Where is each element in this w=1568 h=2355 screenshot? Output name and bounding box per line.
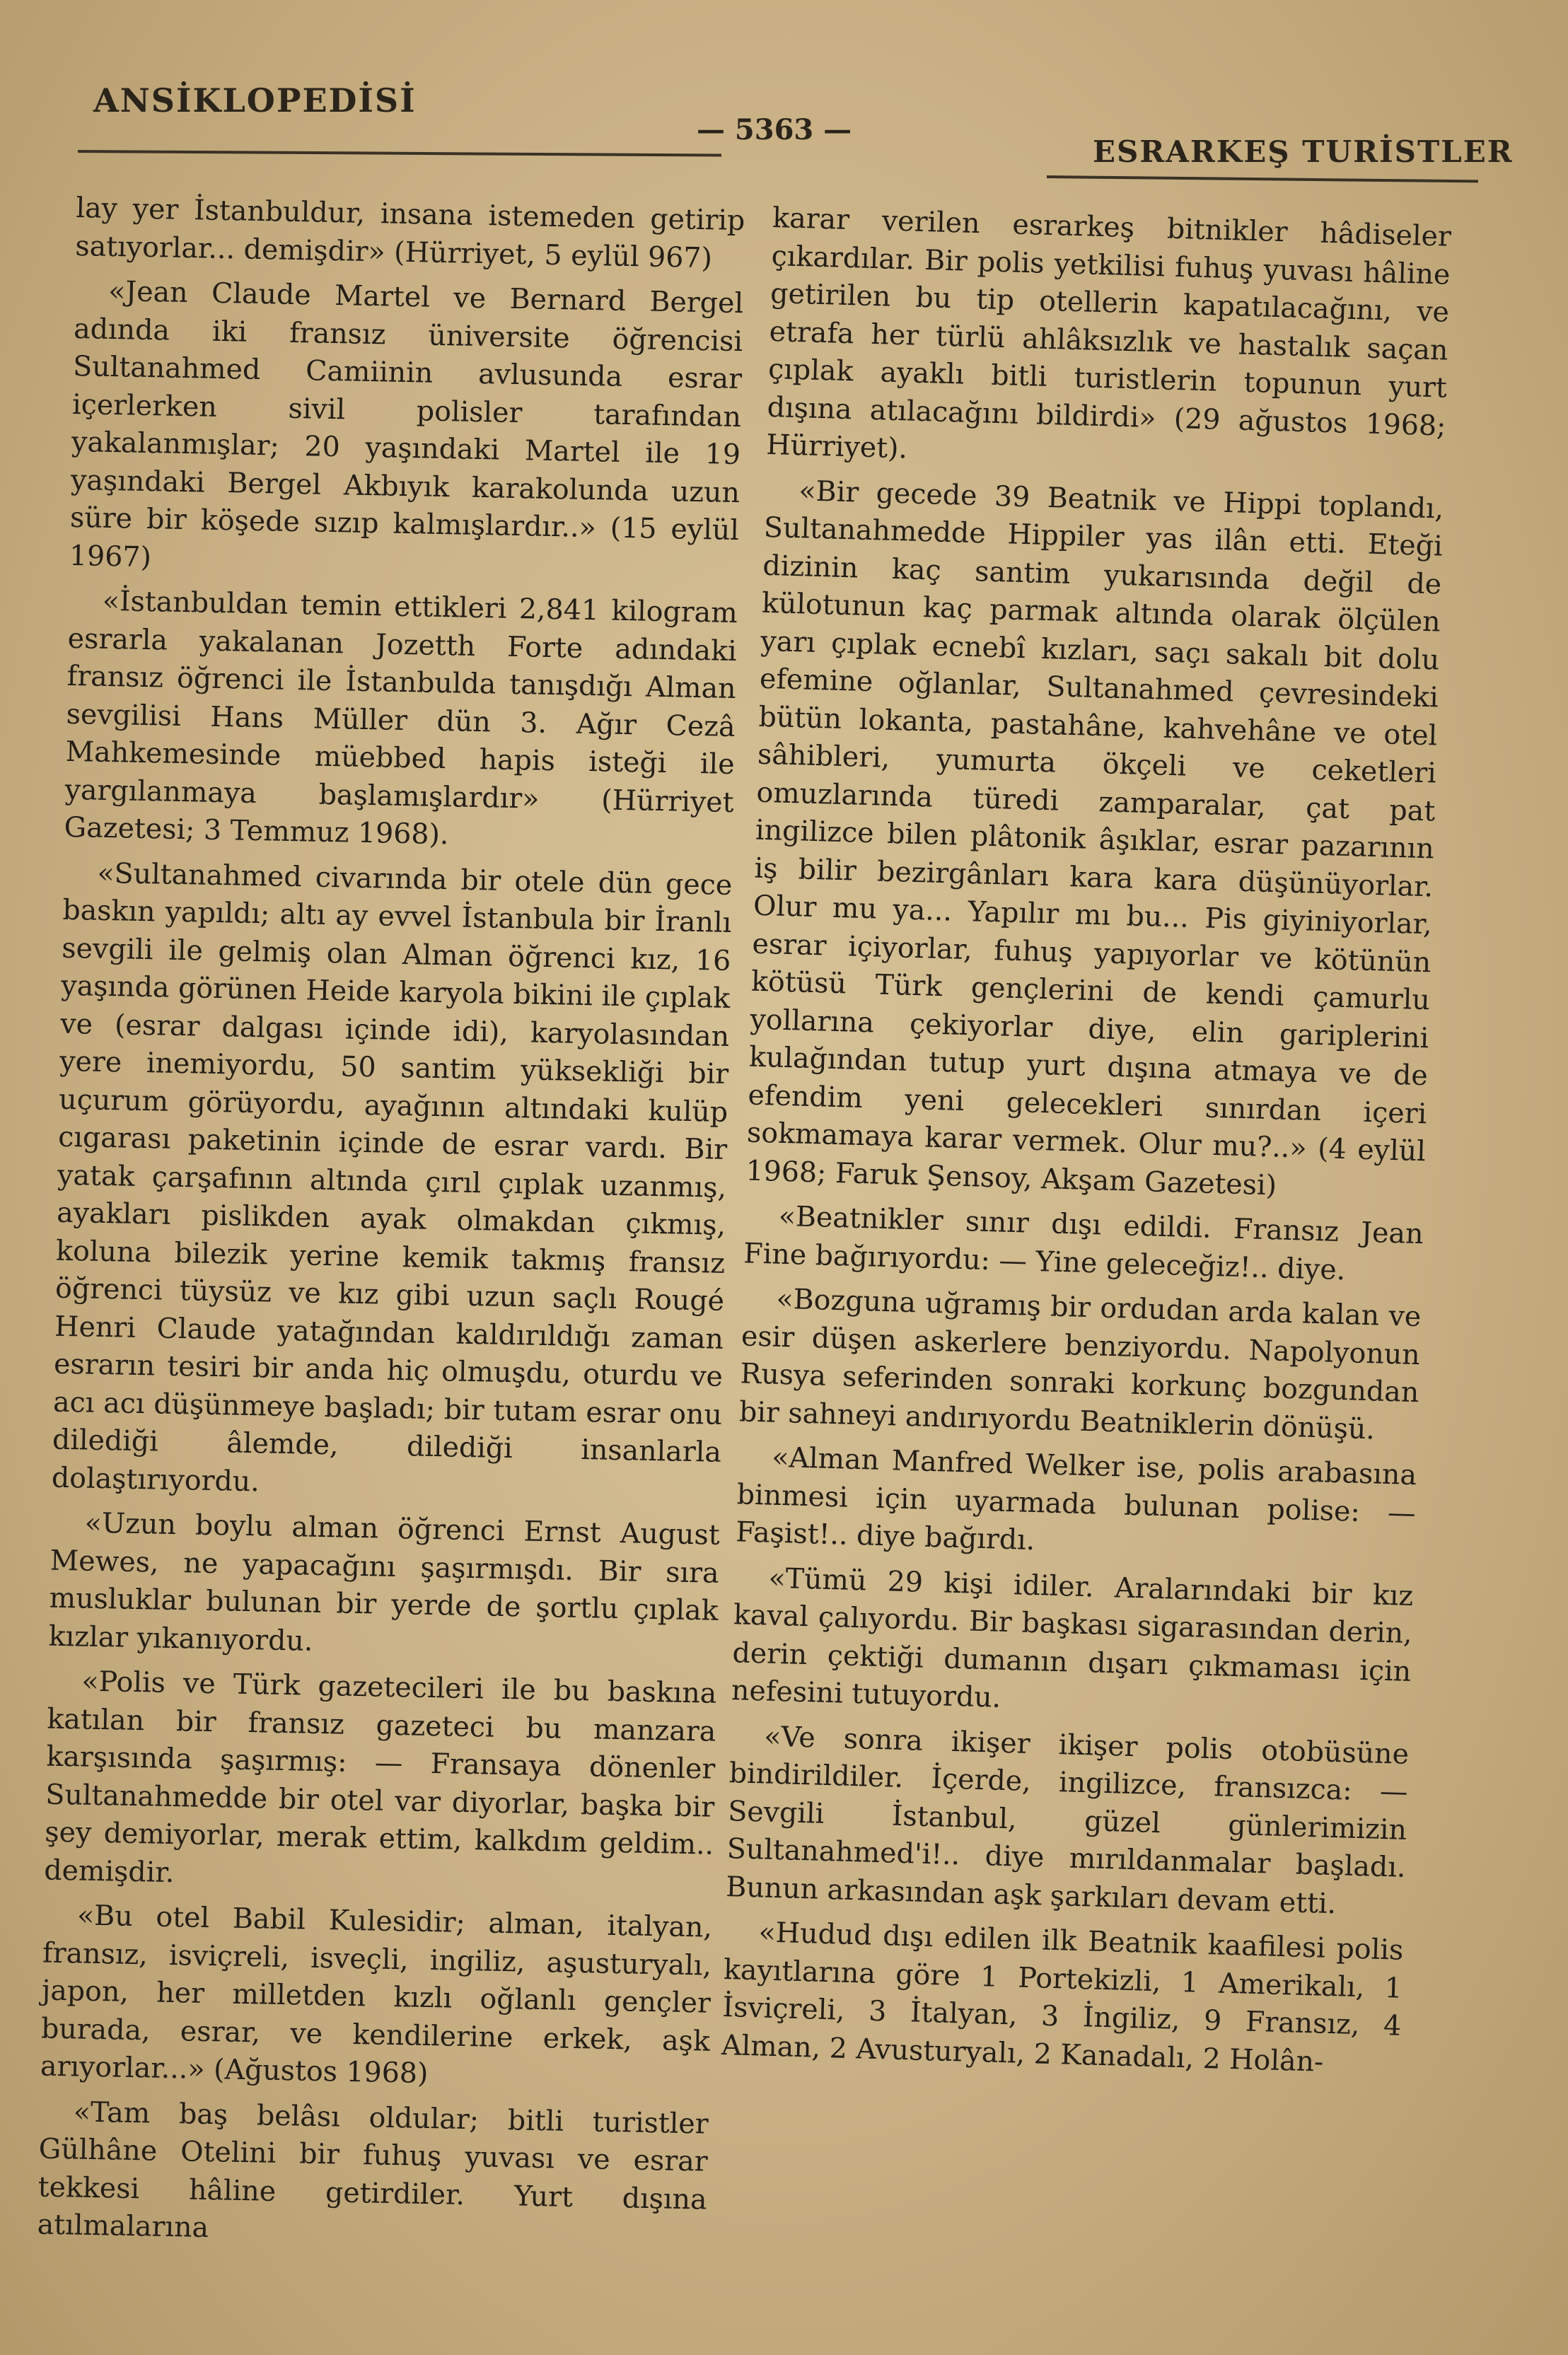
running-head-right: ESRARKEŞ TURİSTLER [1093,134,1514,169]
paragraph: «Uzun boylu alman öğrenci Ernst August Mewes, ne yapacağını şaşırmışdı. Bir sıra musluklar bulunan bir yerde de şortlu çıplak kızlar yıkanıyordu. [48,1506,721,1658]
paragraph: «Jean Claude Martel ve Bernard Bergel adında iki fransız üniversite öğrencisi Sultanahmed Camiinin avlusunda esrar içerlerken sivil polisler tarafından yakalanmışlar; 20 yaşındaki Martel ile 19 yaşındaki Bergel Akbıyık karakolunda uzun süre bir köşede sızıp kalmışlardır..» (15 eylül 1967) [69,274,744,574]
paragraph: «Hudud dışı edilen ilk Beatnik kaafilesi polis kayıtlarına göre 1 Portekizli, 1 Amerikalı, 1 İsviçreli, 3 İtalyan, 3 İngiliz, 9 Fransız, 4 Alman, 2 Avusturyalı, 2 Kanadalı, 2 Holân- [721,1916,1404,2078]
paragraph: «Ve sonra ikişer ikişer polis otobüsüne bindirildiler. İçerde, ingilizce, fransızca: — Sevgili İstanbul, güzel günlerimizin Sultanahmed'i!.. diye mırıldanmalar başladı. Bunun arkasından aşk şarkıları devam etti. [725,1720,1410,1920]
paragraph: «Tümü 29 kişi idiler. Aralarındaki bir kız kaval çalıyordu. Bir başkası sigarasından derin, derin çektiği dumanın dışarı çıkmaması için nefesini tutuyordu. [731,1562,1414,1714]
page-header [0,0,1568,184]
paragraph: «Alman Manfred Welker ise, polis arabasına binmesi için uyarmada bulunan polise: — Faşist!.. diye bağırdı. [735,1441,1417,1557]
running-head-left: ANSİKLOPEDİSİ [93,81,417,120]
paragraph: «Polis ve Türk gazetecileri ile bu baskına katılan bir fransız gazeteci bu manzara karşısında şaşırmış: — Fransaya dönenler Sultanahmedde bir otel var diyorlar, başka bir şey demiyorlar, merak ettim, kalkdım geldim.. demişdir. [43,1665,717,1889]
page-number: — 5363 — [697,113,852,146]
paragraph: «Tam baş belâsı oldular; bitli turistler Gülhâne Otelini bir fuhuş yuvası ve esrar tekkesi hâline getirdiler. Yurt dışına atılmalarına [37,2095,709,2245]
paragraph: «Bir gecede 39 Beatnik ve Hippi toplandı, Sultanahmedde Hippiler yas ilân etti. Eteği dizinin kaç santim yukarısında değil de külotunun kaç parmak altında olarak ölçülen yarı çıplak ecnebî kızları, saçı sakalı bit dolu efemine oğlanlar, Sultanahmed çevresindeki bütün lokanta, pastahâne, kahvehâne ve otel sâhibleri, yumurta ökçeli ve ceketleri omuzlarında türedi zamparalar, çat pat ingilizce bilen plâtonik âşıklar, esrar pazarının iş bilir bezirgânları kara kara düşünüyorlar. Olur mu ya... Yapılır mı bu... Pis giyiniyorlar, esrar içiyorlar, fuhuş yapıyorlar ve kötünün kötüsü Türk gençlerini de kendi çamurlu yollarına çekiyorlar diye, elin gariplerini kulağından tutup yurt dışına atmaya ve de efendim yeni gelecekleri sınırdan içeri sokmamaya karar vermek. Olur mu?..» (4 eylül 1968; Faruk Şensoy, Akşam Gazetesi) [745,474,1444,1202]
paragraph: «İstanbuldan temin ettikleri 2,841 kilogram esrarla yakalanan Jozetth Forte adındaki fransız öğrenci ile İstanbulda tanışdığı Alman sevgilisi Hans Müller dün 3. Ağır Cezâ Mahkemesinde müebbed hapis isteği ile yargılanmaya başlamışlardır» (Hürriyet Gazetesi; 3 Temmuz 1968). [64,584,738,851]
paragraph: «Beatnikler sınır dışı edildi. Fransız Jean Fine bağırıyordu: — Yine geleceğiz!.. diye. [743,1199,1424,1286]
paragraph: «Bu otel Babil Kulesidir; alman, italyan, fransız, isviçreli, isveçli, ingiliz, aşusturyalı, japon, her milletden kızlı oğlanlı gençler burada, esrar, ve kendilerine erkek, aşk arıyorlar...» (Ağustos 1968) [40,1899,713,2091]
right-column [721,199,1452,2091]
left-column [37,190,745,2264]
header-rule-left [78,150,721,157]
header-rule-right [1047,175,1478,182]
paragraph: «Sultanahmed civarında bir otele dün gece baskın yapıldı; altı ay evvel İstanbula bir İranlı sevgili ile gelmiş olan Alman öğrenci kız, 16 yaşında görünen Heide karyola bikini ile çıplak ve (esrar dalgası içinde idi), karyolasından yere inemiyordu, 50 santim yüksekliği bir uçurum görüyordu, ayağının altındaki kulüp cıgarası paketinin içinde de esrar vardı. Bir yatak çarşafının altında çırıl çıplak uzanmış, ayakları pislikden ayak olmakdan çıkmış, koluna bilezik yerine kemik takmış fransız öğrenci tüysüz ve kız gibi uzun saçlı Rougé Henri Claude yatağından kaldırıldığı zaman esrarın tesiri bir anda hiç olmuşdu, oturdu ve acı acı düşünmeye başladı; bir tutam esrar onu dilediği âlemde, dilediği insanlarla dolaştırıyordu. [51,856,733,1498]
paragraph: «Bozguna uğramış bir ordudan arda kalan ve esir düşen askerlere benziyordu. Napolyonun Rusya seferinden sonraki korkunç bozgundan bir sahneyi andırıyordu Beatniklerin dönüşü. [738,1282,1422,1446]
paragraph: lay yer İstanbuldur, insana istemeden getirip satıyorlar... demişdir» (Hürriyet, 5 eylül 967) [75,191,745,274]
paragraph: karar verilen esrarkeş bitnikler hâdiseler çıkardılar. Bir polis yetkilisi fuhuş yuvası hâline getirilen bu tip otellerin kapatılacağını, ve etrafa her türlü ahlâksızlık ve hastalık saçan çıplak ayaklı bitli turistlerin topunun yurt dışına atılacağını bildirdi» (29 ağustos 1968; Hürriyet). [765,201,1452,465]
